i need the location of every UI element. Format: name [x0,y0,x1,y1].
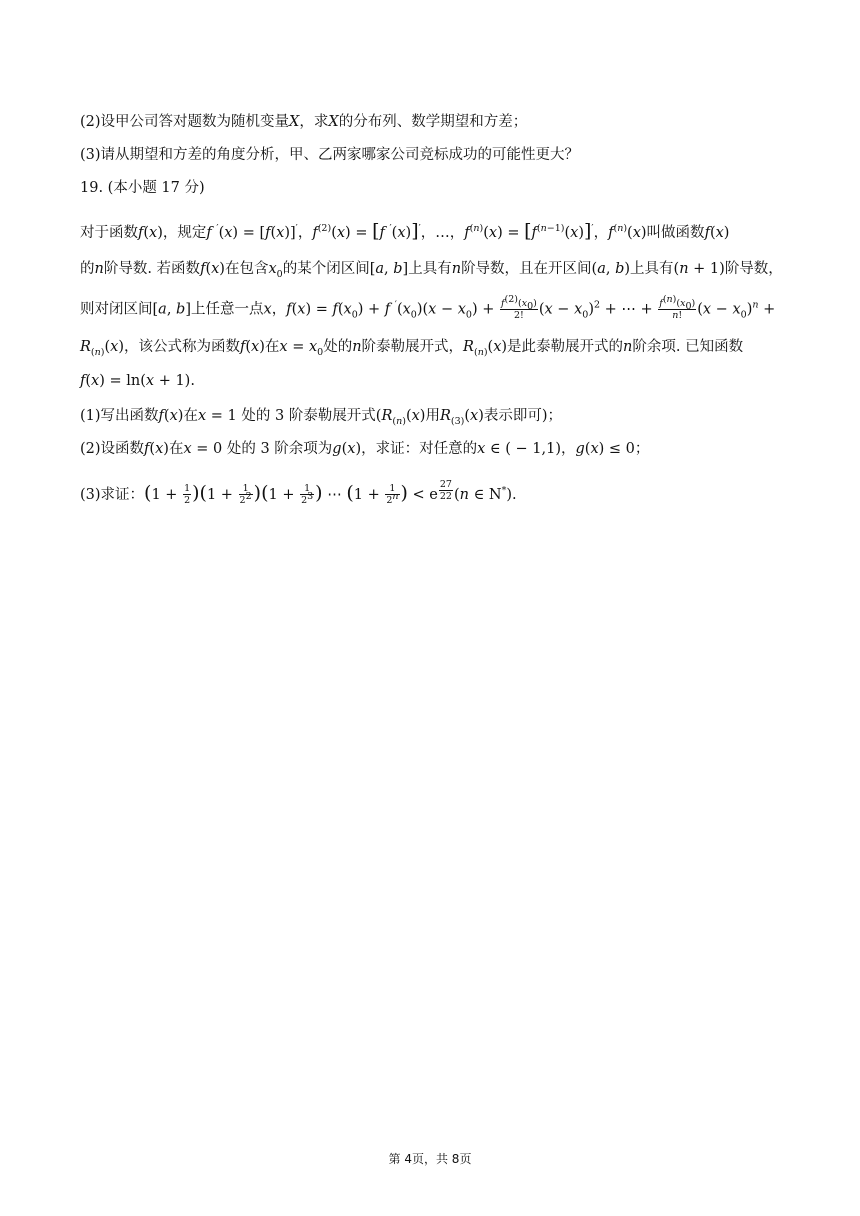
question-19-part-3: (3)求证：(1 + $\frac{1}{2}$ )(1 + $\frac{1}{2^2}$ )(1 + $\frac{1}{2^3}$ ) ⋯ (1 + $\frac{1}{2^n}$ ) < e $^{\frac{27}{22}}$ (n ∈ N*). [80,479,517,507]
question-19-part-1: (1)写出函数f(x)在x = 1 处的 3 阶泰勒展开式($R_{(n)}(x)$用$R_{(3)}(x)$表示即可)； [80,408,563,427]
question-19-paragraph-line-1: 对于函数f(x)，规定f ′(x) = [f(x)]′，$f^{(2)}(x) = [f$ ′(x)]′，…，$f^{(n)}(x) = [f^{(n-1)}(x)]'$，$f^{(n)}(x)$叫做函数f(x) [80,220,730,242]
question-19-paragraph-line-5: f(x) = ln(x + 1). [80,373,195,389]
question-19-paragraph-line-4: $R_{(n)}(x)$，该公式称为函数f(x)在$x = x_0$处的n阶泰勒展开式，$R_{(n)}(x)$是此泰勒展开式的n阶余项. 已知函数 [80,339,744,358]
question-19-header: 19. (本小题 17 分) [80,180,205,196]
question-19-paragraph-line-3: 则对闭区间[a, b]上任意一点x，$f(x) = f(x_0) + f$ $'(x_0)(x - x_0)$ + $\frac{f^{(2)}(x_0)}{2!}$ $(x - x_0)^2$ + ⋯ + $\frac{f^{(n)}(x_0)}{n!}$ $(x - x_0)^n$ + [80,293,776,321]
question-19-paragraph-line-2: 的n阶导数. 若函数f(x)在包含$x_0$的某个闭区间[a, b]上具有n阶导数，且在开区间(a, b)上具有(n + 1)阶导数， [80,261,783,280]
question-18-part-3: (3)请从期望和方差的角度分析，甲、乙两家哪家公司竞标成功的可能性更大？ [80,147,580,163]
page-number: 第 4页，共 8页 [388,1152,472,1166]
question-19-part-2: (2)设函数f(x)在x = 0 处的 3 阶余项为g(x)，求证：对任意的x ∈ ( − 1,1)，g(x) ≤ 0； [80,441,650,457]
question-18-part-2: (2)设甲公司答对题数为随机变量X，求X的分布列、数学期望和方差； [80,114,528,130]
